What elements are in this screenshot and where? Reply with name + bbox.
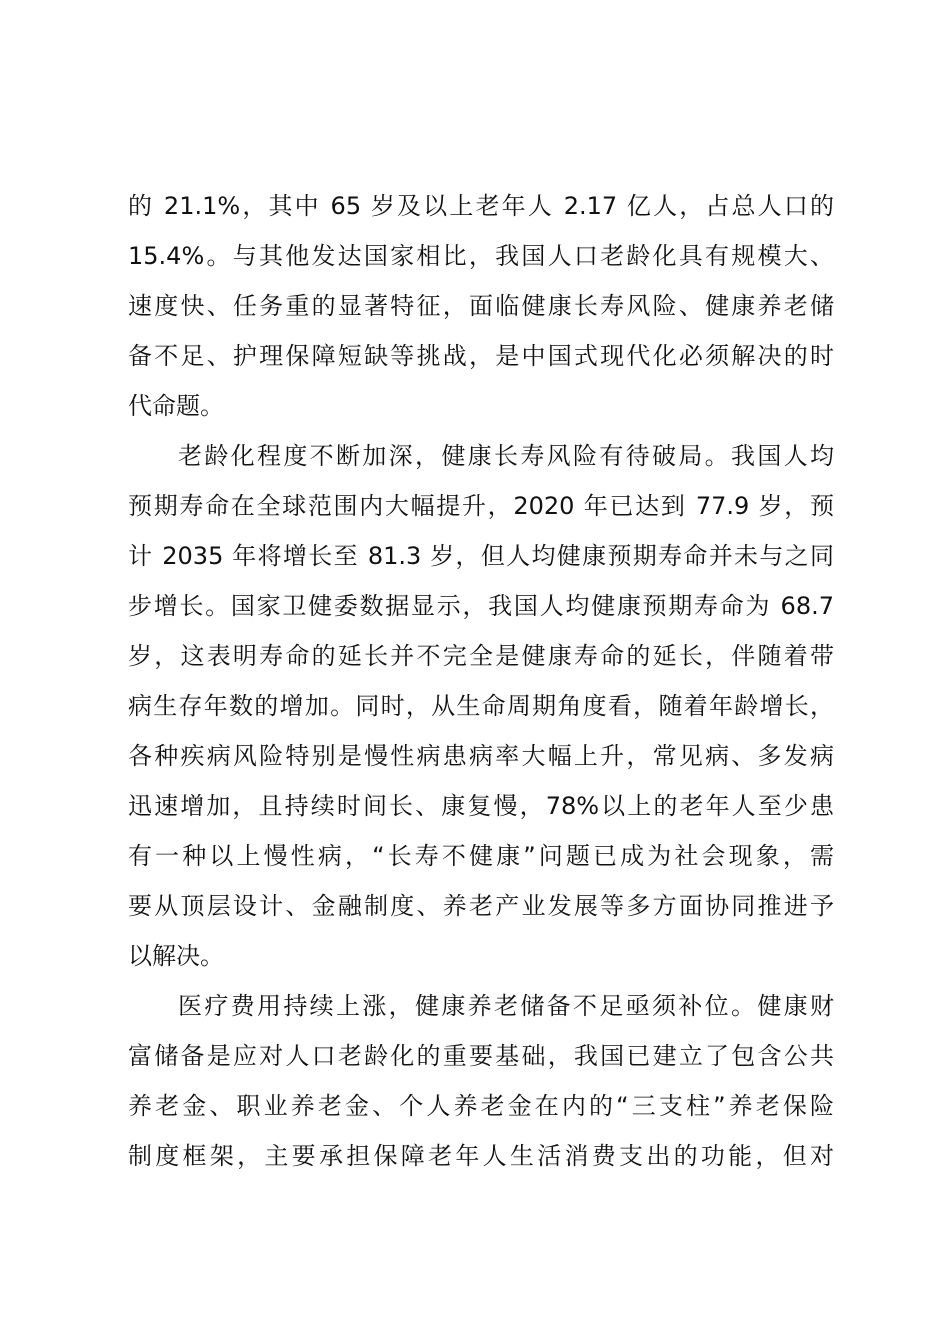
text-line: 岁，这表明寿命的延长并不完全是健康寿命的延长，伴随着带: [128, 642, 834, 670]
text-line: 代命题。: [128, 392, 224, 420]
text-line: 预期寿命在全球范围内大幅提升，2020 年已达到 77.9 岁，预: [128, 492, 834, 520]
text-line: 15.4%。与其他发达国家相比，我国人口老龄化具有规模大、: [128, 242, 834, 270]
text-line: 各种疾病风险特别是慢性病患病率大幅上升，常见病、多发病: [128, 742, 834, 770]
text-line: 速度快、任务重的显著特征，面临健康长寿风险、健康养老储: [128, 292, 834, 320]
text-line: 病生存年数的增加。同时，从生命周期角度看，随着年龄增长，: [128, 692, 834, 720]
text-line: 养老金、职业养老金、个人养老金在内的“三支柱”养老保险: [128, 1092, 834, 1120]
text-line: 步增长。国家卫健委数据显示，我国人均健康预期寿命为 68.7: [128, 592, 834, 620]
text-line: 有一种以上慢性病，“长寿不健康”问题已成为社会现象，需: [128, 842, 834, 870]
text-line: 以解决。: [128, 942, 224, 970]
text-line: 计 2035 年将增长至 81.3 岁，但人均健康预期寿命并未与之同: [128, 542, 834, 570]
text-line: 医疗费用持续上涨，健康养老储备不足亟须补位。健康财: [178, 992, 834, 1020]
text-line: 要从顶层设计、金融制度、养老产业发展等多方面协同推进予: [128, 892, 834, 920]
text-line: 富储备是应对人口老龄化的重要基础，我国已建立了包含公共: [128, 1042, 834, 1070]
text-line: 老龄化程度不断加深，健康长寿风险有待破局。我国人均: [178, 442, 834, 470]
text-line: 迅速增加，且持续时间长、康复慢，78%以上的老年人至少患: [128, 792, 834, 820]
text-line: 备不足、护理保障短缺等挑战，是中国式现代化必须解决的时: [128, 342, 834, 370]
text-line: 制度框架，主要承担保障老年人生活消费支出的功能，但对: [128, 1142, 834, 1170]
text-line: 的 21.1%，其中 65 岁及以上老年人 2.17 亿人，占总人口的: [128, 192, 834, 220]
